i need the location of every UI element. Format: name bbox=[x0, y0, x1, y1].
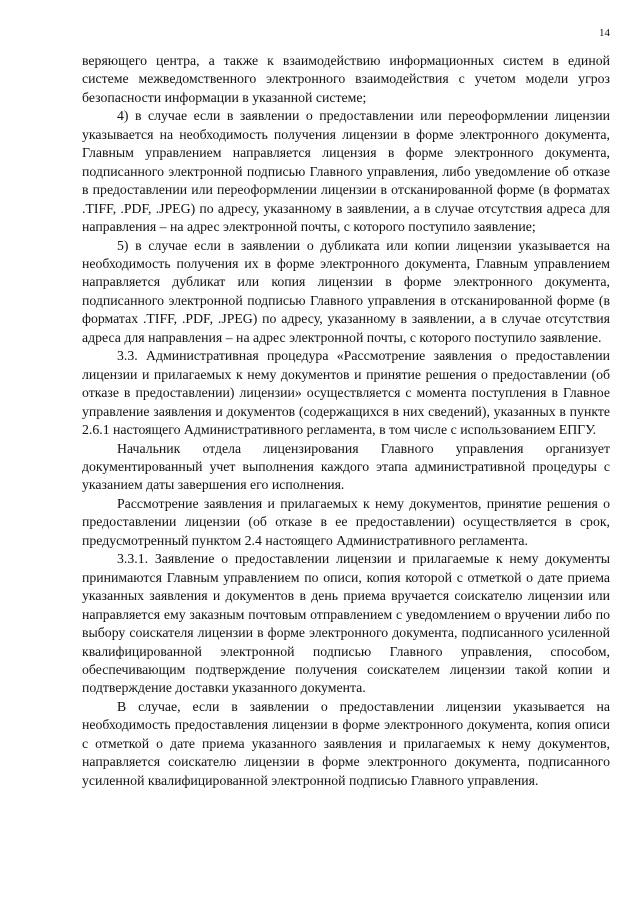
page-number: 14 bbox=[599, 27, 610, 39]
paragraph-review-term: Рассмотрение заявления и прилагаемых к нему документов, принятие решения о предоставлении лицензии (об отказе в ее предоставлении) осуществляется в срок, предусмотренный пунктом 2.4 настоящего Административного регламента. bbox=[82, 495, 610, 548]
paragraph-licensing-head: Начальник отдела лицензирования Главного управления организует документированный учет выполнения каждого этапа административной процедуры с указанием даты завершения его исполнения. bbox=[82, 440, 610, 493]
paragraph-item-5: 5) в случае если в заявлении о дубликата или копии лицензии указывается на необходимость получения их в форме электронного документа, Главным управлением направляется дубликат или копия лицензии в форме электронного документа, подписанного электронной подписью Главного управления в отсканированной форме (в форматах .TIFF, .PDF, .JPEG) по адресу, указанному в заявлении, а в случае отсутствия адреса для направления – на адрес электронной почты, с которого поступило заявление. bbox=[82, 237, 610, 345]
paragraph-continuation: веряющего центра, а также к взаимодействию информационных систем в единой системе межведомственного электронного взаимодействия с учетом модели угроз безопасности информации в указанной системе; bbox=[82, 53, 610, 105]
paragraph-section-3-3-1: 3.3.1. Заявление о предоставлении лицензии и прилагаемые к нему документы принимаются Главным управлением по описи, копия которой с отметкой о дате приема указанных заявления и документов в день приема вручается соискателю лицензии или направляется ему заказным почтовым отправлением с уведомлением о вручении либо по выбору соискателя лицензии в форме электронного документа, подписанного усиленной квалифицированной электронной подписью Главного управления, способом, обеспечивающим подтверждение получения соискателем лицензии такой копии и подтверждение доставки указанного документа. bbox=[82, 551, 610, 696]
document-body bbox=[82, 52, 610, 790]
paragraph-electronic-case: В случае, если в заявлении о предоставлении лицензии указывается на необходимость предоставления лицензии в форме электронного документа, копия описи с отметкой о дате приема указанного заявления и прилагаемых к нему документов, направляется соискателю лицензии в форме электронного документа, подписанного усиленной квалифицированной электронной подписью Главного управления. bbox=[82, 698, 610, 788]
paragraph-section-3-3: 3.3. Административная процедура «Рассмотрение заявления о предоставлении лицензии и прилагаемых к нему документов и принятие решения о предоставлении (об отказе в предоставлении) лицензии» осуществляется с момента поступления в Главное управление заявления и документов (содержащихся в них сведений), указанных в пункте 2.6.1 настоящего Административного регламента, в том числе с использованием ЕПГУ. bbox=[82, 348, 610, 438]
paragraph-item-4: 4) в случае если в заявлении о предоставлении или переоформлении лицензии указывается на необходимость получения лицензии в форме электронного документа, Главным управлением направляется лицензия в форме электронного документа, подписанного электронной подписью Главного управления, либо уведомление об отказе в предоставлении или переоформлении лицензии в отсканированной форме (в форматах .TIFF, .PDF, .JPEG) по адресу, указанному в заявлении, а в случае отсутствия адреса для направления – на адрес электронной почты, с которого поступило заявление; bbox=[82, 108, 610, 235]
